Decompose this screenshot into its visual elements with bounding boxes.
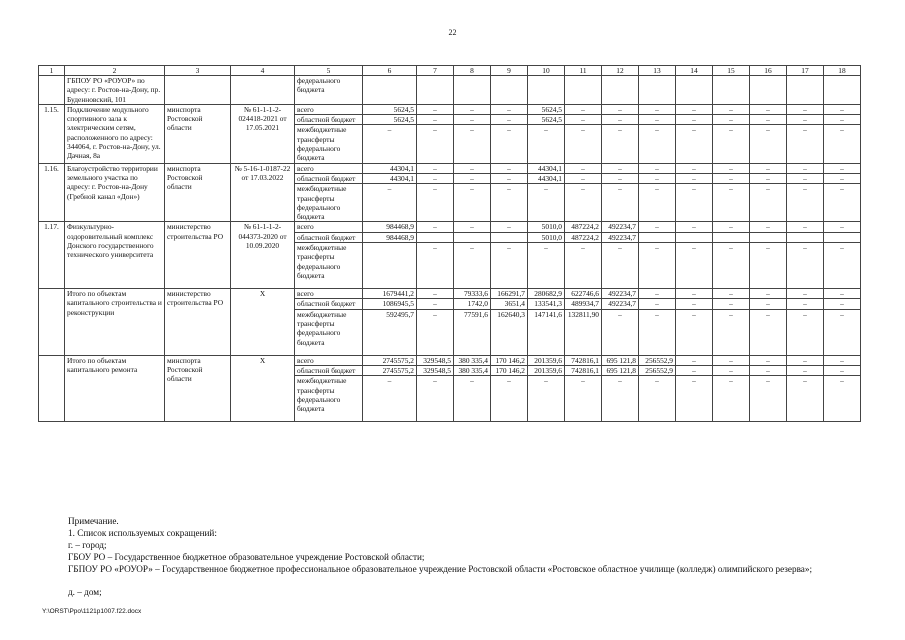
header-cell: 15 <box>713 66 750 76</box>
cell-value: 492234,7 <box>602 222 639 232</box>
header-cell: 2 <box>65 66 165 76</box>
cell-value: 329548,5 <box>417 355 454 365</box>
cell-value <box>787 232 824 242</box>
cell-num <box>39 76 65 105</box>
cell-value: – <box>787 173 824 183</box>
cell-value: 166291,7 <box>491 289 528 299</box>
cell-doc: Х <box>231 289 295 356</box>
cell-value: – <box>528 184 565 222</box>
cell-value: – <box>639 173 676 183</box>
cell-value: 3651,4 <box>491 299 528 309</box>
cell-value: – <box>417 173 454 183</box>
cell-name: Итого по объектам капитального ремонта <box>65 355 165 422</box>
cell-value: – <box>676 243 713 289</box>
table-row-continued <box>39 76 861 105</box>
cell-value: – <box>602 376 639 422</box>
cell-value: – <box>639 299 676 309</box>
cell-value: – <box>528 125 565 163</box>
cell-value: 742816,1 <box>565 355 602 365</box>
cell-value: – <box>713 115 750 125</box>
cell-value: – <box>565 115 602 125</box>
cell-value: – <box>824 376 861 422</box>
cell-value <box>676 232 713 242</box>
cell-value: – <box>639 289 676 299</box>
cell-source: всего <box>295 222 363 232</box>
cell-value: – <box>750 163 787 173</box>
cell-value: – <box>602 173 639 183</box>
cell-value: 133541,3 <box>528 299 565 309</box>
cell-value: – <box>491 115 528 125</box>
cell-value: – <box>676 104 713 114</box>
cell-value: – <box>491 243 528 289</box>
header-cell: 6 <box>363 66 417 76</box>
cell-value: – <box>417 309 454 355</box>
cell-value: 487224,2 <box>565 232 602 242</box>
cell-value: – <box>750 104 787 114</box>
header-cell: 11 <box>565 66 602 76</box>
cell-value: 77591,6 <box>454 309 491 355</box>
cell-value: 380 335,4 <box>454 365 491 375</box>
cell-value: – <box>676 125 713 163</box>
cell-value: – <box>454 173 491 183</box>
cell-value: – <box>713 104 750 114</box>
cell-value: – <box>676 309 713 355</box>
cell-value: – <box>602 115 639 125</box>
cell-source: всего <box>295 355 363 365</box>
cell-value: – <box>639 125 676 163</box>
cell-value: 132811,90 <box>565 309 602 355</box>
cell-value <box>824 232 861 242</box>
cell-org: минспорта Ростовской области <box>165 104 231 163</box>
cell-value: – <box>454 163 491 173</box>
cell-value: – <box>713 243 750 289</box>
cell-value: – <box>824 163 861 173</box>
cell-value: 492234,7 <box>602 232 639 242</box>
cell-value: – <box>363 184 417 222</box>
table-row <box>39 222 861 232</box>
cell-doc: Х <box>231 355 295 422</box>
cell-doc: № 61-1-1-2-024418-2021 от 17.05.2021 <box>231 104 295 163</box>
header-cell: 10 <box>528 66 565 76</box>
cell-num: 1.16. <box>39 163 65 222</box>
cell-org: министерство строительства РО <box>165 289 231 356</box>
cell-value: – <box>602 125 639 163</box>
cell-source: федерального бюджета <box>295 76 363 105</box>
cell-value: – <box>417 222 454 232</box>
cell-value: – <box>602 163 639 173</box>
cell-value: 201359,6 <box>528 355 565 365</box>
cell-value: – <box>787 355 824 365</box>
cell-value: – <box>750 243 787 289</box>
cell-value: 5624,5 <box>528 115 565 125</box>
cell-value: – <box>565 243 602 289</box>
file-path: Y:\ORST\Ppo\1121p1007.f22.docx <box>42 608 142 615</box>
cell-value: – <box>602 104 639 114</box>
cell-value: – <box>363 376 417 422</box>
cell-org: министерство строительства РО <box>165 222 231 289</box>
cell-source: всего <box>295 289 363 299</box>
cell-value: 44304,1 <box>363 173 417 183</box>
cell-value: 5624,5 <box>363 104 417 114</box>
table-row <box>39 163 861 173</box>
cell-value: 5624,5 <box>528 104 565 114</box>
cell-value: – <box>417 299 454 309</box>
cell-value: – <box>417 115 454 125</box>
cell-name: ГБПОУ РО «РОУОР» по адресу: г. Ростов-на-Дону, пр. Буденновский, 101 <box>65 76 165 105</box>
cell-value: – <box>713 173 750 183</box>
cell-value: 162640,3 <box>491 309 528 355</box>
cell-value: – <box>713 125 750 163</box>
cell-value: 170 146,2 <box>491 365 528 375</box>
cell-value: – <box>491 376 528 422</box>
cell-source: межбюджетные трансферты федерального бюджета <box>295 243 363 289</box>
header-cell: 7 <box>417 66 454 76</box>
cell-value: 256552,9 <box>639 355 676 365</box>
cell-num <box>39 289 65 356</box>
cell-value: 170 146,2 <box>491 355 528 365</box>
cell-source: областной бюджет <box>295 173 363 183</box>
note-title: Примечание. <box>68 516 119 526</box>
cell-value: – <box>713 222 750 232</box>
cell-value: 2745575,2 <box>363 365 417 375</box>
cell-value: – <box>639 115 676 125</box>
header-cell: 14 <box>676 66 713 76</box>
cell-value: – <box>565 184 602 222</box>
cell-name: Физкультурно-оздоровительный комплекс Донского государственного технического университета <box>65 222 165 289</box>
header-cell: 5 <box>295 66 363 76</box>
cell-value <box>454 232 491 242</box>
cell-value: – <box>491 184 528 222</box>
note-abbr-g: г. – город; <box>68 540 107 550</box>
cell-value: 492234,7 <box>602 289 639 299</box>
cell-value <box>750 232 787 242</box>
cell-value: – <box>787 184 824 222</box>
cell-value: – <box>787 163 824 173</box>
cell-value: 147141,6 <box>528 309 565 355</box>
cell-value: – <box>528 243 565 289</box>
cell-source: областной бюджет <box>295 365 363 375</box>
note-abbr-d: д. – дом; <box>68 587 102 597</box>
cell-value: – <box>639 222 676 232</box>
cell-value: 984468,9 <box>363 232 417 242</box>
cell-value: – <box>528 376 565 422</box>
cell-num: 1.15. <box>39 104 65 163</box>
cell-value: – <box>417 243 454 289</box>
cell-value: – <box>787 365 824 375</box>
cell-value: – <box>565 104 602 114</box>
cell-org <box>165 76 231 105</box>
cell-value: 1742,0 <box>454 299 491 309</box>
cell-value: – <box>750 289 787 299</box>
cell-value: 1679441,2 <box>363 289 417 299</box>
cell-value: – <box>639 184 676 222</box>
cell-value: – <box>824 184 861 222</box>
cell-doc <box>231 76 295 105</box>
cell-doc: № 61-1-1-2-044373-2020 от 10.09.2020 <box>231 222 295 289</box>
cell-value: – <box>787 243 824 289</box>
cell-value: – <box>417 125 454 163</box>
cell-org: минспорта Ростовской области <box>165 163 231 222</box>
cell-value: – <box>713 365 750 375</box>
cell-value: – <box>417 289 454 299</box>
cell-value <box>639 232 676 242</box>
cell-value: – <box>454 115 491 125</box>
cell-value: – <box>676 355 713 365</box>
cell-value: – <box>417 163 454 173</box>
cell-value <box>713 232 750 242</box>
cell-value: 44304,1 <box>528 173 565 183</box>
cell-value: – <box>787 299 824 309</box>
cell-value: 492234,7 <box>602 299 639 309</box>
cell-value: – <box>417 376 454 422</box>
cell-num: 1.17. <box>39 222 65 289</box>
cell-source: межбюджетные трансферты федерального бюджета <box>295 309 363 355</box>
cell-value: – <box>824 299 861 309</box>
cell-value: – <box>491 163 528 173</box>
cell-value: – <box>676 289 713 299</box>
cell-value: – <box>750 376 787 422</box>
cell-value: – <box>676 184 713 222</box>
cell-value: – <box>787 309 824 355</box>
cell-value: – <box>750 125 787 163</box>
cell-value: – <box>454 184 491 222</box>
table-row <box>39 355 861 365</box>
cell-value: – <box>713 184 750 222</box>
cell-value: – <box>824 365 861 375</box>
cell-value: 380 335,4 <box>454 355 491 365</box>
table-row <box>39 104 861 114</box>
header-cell: 9 <box>491 66 528 76</box>
cell-value: – <box>787 115 824 125</box>
cell-value: – <box>363 125 417 163</box>
cell-value: – <box>824 289 861 299</box>
cell-source: областной бюджет <box>295 115 363 125</box>
cell-value: – <box>676 173 713 183</box>
cell-value: – <box>676 222 713 232</box>
cell-value: 1086945,5 <box>363 299 417 309</box>
cell-value: – <box>639 243 676 289</box>
cell-value: – <box>787 376 824 422</box>
cell-value: – <box>491 222 528 232</box>
cell-value: – <box>713 376 750 422</box>
cell-value: 329548,5 <box>417 365 454 375</box>
cell-value: – <box>824 125 861 163</box>
cell-value: – <box>491 173 528 183</box>
cell-value: – <box>639 309 676 355</box>
cell-value: – <box>750 299 787 309</box>
cell-value: 5010,0 <box>528 232 565 242</box>
cell-value: – <box>787 104 824 114</box>
cell-value: – <box>491 104 528 114</box>
cell-source: межбюджетные трансферты федерального бюджета <box>295 376 363 422</box>
cell-source: областной бюджет <box>295 232 363 242</box>
cell-value: – <box>676 365 713 375</box>
cell-value: – <box>750 222 787 232</box>
cell-value: 695 121,8 <box>602 365 639 375</box>
cell-value: – <box>750 115 787 125</box>
cell-value <box>417 232 454 242</box>
cell-name: Благоустройство территории земельного участка по адресу: г. Ростов-на-Дону (Гребной канал «Дон») <box>65 163 165 222</box>
cell-source: межбюджетные трансферты федерального бюджета <box>295 184 363 222</box>
note-abbr-gbpou: ГБПОУ РО «РОУОР» – Государственное бюджетное профессиональное образовательное учреждение Ростовской области «Ростовское областное училище (колледж) олимпийского резерва»; <box>68 564 813 574</box>
cell-source: всего <box>295 163 363 173</box>
cell-value: – <box>565 125 602 163</box>
cell-value: – <box>750 309 787 355</box>
cell-value: – <box>824 309 861 355</box>
budget-table <box>38 65 861 422</box>
cell-value: 487224,2 <box>565 222 602 232</box>
cell-value: – <box>602 309 639 355</box>
cell-name: Подключение модульного спортивного зала к электрическим сетям, расположенного по адресу: 344064, г. Ростов-на-Дону, ул. Дачная, 8а <box>65 104 165 163</box>
cell-source: всего <box>295 104 363 114</box>
cell-value: – <box>676 163 713 173</box>
cell-value: – <box>787 125 824 163</box>
cell-value: 695 121,8 <box>602 355 639 365</box>
cell-value: 44304,1 <box>363 163 417 173</box>
cell-value: 984468,9 <box>363 222 417 232</box>
cell-value: 44304,1 <box>528 163 565 173</box>
header-cell: 4 <box>231 66 295 76</box>
table-row <box>39 289 861 299</box>
cell-value: – <box>750 184 787 222</box>
header-cell: 12 <box>602 66 639 76</box>
cell-value: – <box>639 163 676 173</box>
cell-value: – <box>602 184 639 222</box>
header-cell: 3 <box>165 66 231 76</box>
cell-value: 592495,7 <box>363 309 417 355</box>
cell-value: – <box>454 104 491 114</box>
cell-value: – <box>713 309 750 355</box>
cell-value: 2745575,2 <box>363 355 417 365</box>
cell-value: – <box>417 184 454 222</box>
header-cell: 13 <box>639 66 676 76</box>
cell-value: – <box>602 243 639 289</box>
cell-value: – <box>713 289 750 299</box>
cell-value: – <box>417 104 454 114</box>
cell-value: – <box>750 355 787 365</box>
header-cell: 16 <box>750 66 787 76</box>
cell-value: 79333,6 <box>454 289 491 299</box>
cell-value: 280682,9 <box>528 289 565 299</box>
cell-value: – <box>676 115 713 125</box>
cell-value: 622746,6 <box>565 289 602 299</box>
cell-source: межбюджетные трансферты федерального бюджета <box>295 125 363 163</box>
cell-value: – <box>750 173 787 183</box>
cell-value <box>363 243 417 289</box>
cell-value: 201359,6 <box>528 365 565 375</box>
cell-value: – <box>454 222 491 232</box>
cell-value: – <box>824 243 861 289</box>
cell-value <box>491 232 528 242</box>
cell-value: – <box>824 355 861 365</box>
note-abbr-gbu: ГБОУ РО – Государственное бюджетное образовательное учреждение Ростовской области; <box>68 552 425 562</box>
cell-value: – <box>639 376 676 422</box>
header-cell: 8 <box>454 66 491 76</box>
cell-value: – <box>676 376 713 422</box>
cell-value: 5010,0 <box>528 222 565 232</box>
cell-value: – <box>824 173 861 183</box>
cell-value: – <box>565 376 602 422</box>
cell-value: – <box>565 163 602 173</box>
cell-value: – <box>454 243 491 289</box>
cell-value: – <box>713 299 750 309</box>
table-header-row <box>39 66 861 76</box>
cell-name: Итого по объектам капитального строительства и реконструкции <box>65 289 165 356</box>
cell-value: – <box>750 365 787 375</box>
cell-value: – <box>713 163 750 173</box>
cell-value: – <box>454 125 491 163</box>
header-cell: 18 <box>824 66 861 76</box>
cell-value: – <box>824 104 861 114</box>
note-item-1: 1. Список используемых сокращений: <box>68 528 217 538</box>
cell-value: – <box>565 173 602 183</box>
header-cell: 1 <box>39 66 65 76</box>
cell-value: 256552,9 <box>639 365 676 375</box>
cell-value: – <box>713 355 750 365</box>
cell-value: – <box>787 289 824 299</box>
cell-value: 742816,1 <box>565 365 602 375</box>
cell-org: минспорта Ростовской области <box>165 355 231 422</box>
cell-value: 5624,5 <box>363 115 417 125</box>
cell-value: – <box>824 115 861 125</box>
cell-value: – <box>639 104 676 114</box>
cell-value: – <box>491 125 528 163</box>
cell-value: – <box>454 376 491 422</box>
cell-doc: № 5-16-1-0187-22 от 17.03.2022 <box>231 163 295 222</box>
page-number: 22 <box>448 28 457 37</box>
cell-value: – <box>787 222 824 232</box>
cell-value: 489934,7 <box>565 299 602 309</box>
cell-value: – <box>676 299 713 309</box>
cell-value: – <box>824 222 861 232</box>
cell-source: областной бюджет <box>295 299 363 309</box>
header-cell: 17 <box>787 66 824 76</box>
cell-num <box>39 355 65 422</box>
